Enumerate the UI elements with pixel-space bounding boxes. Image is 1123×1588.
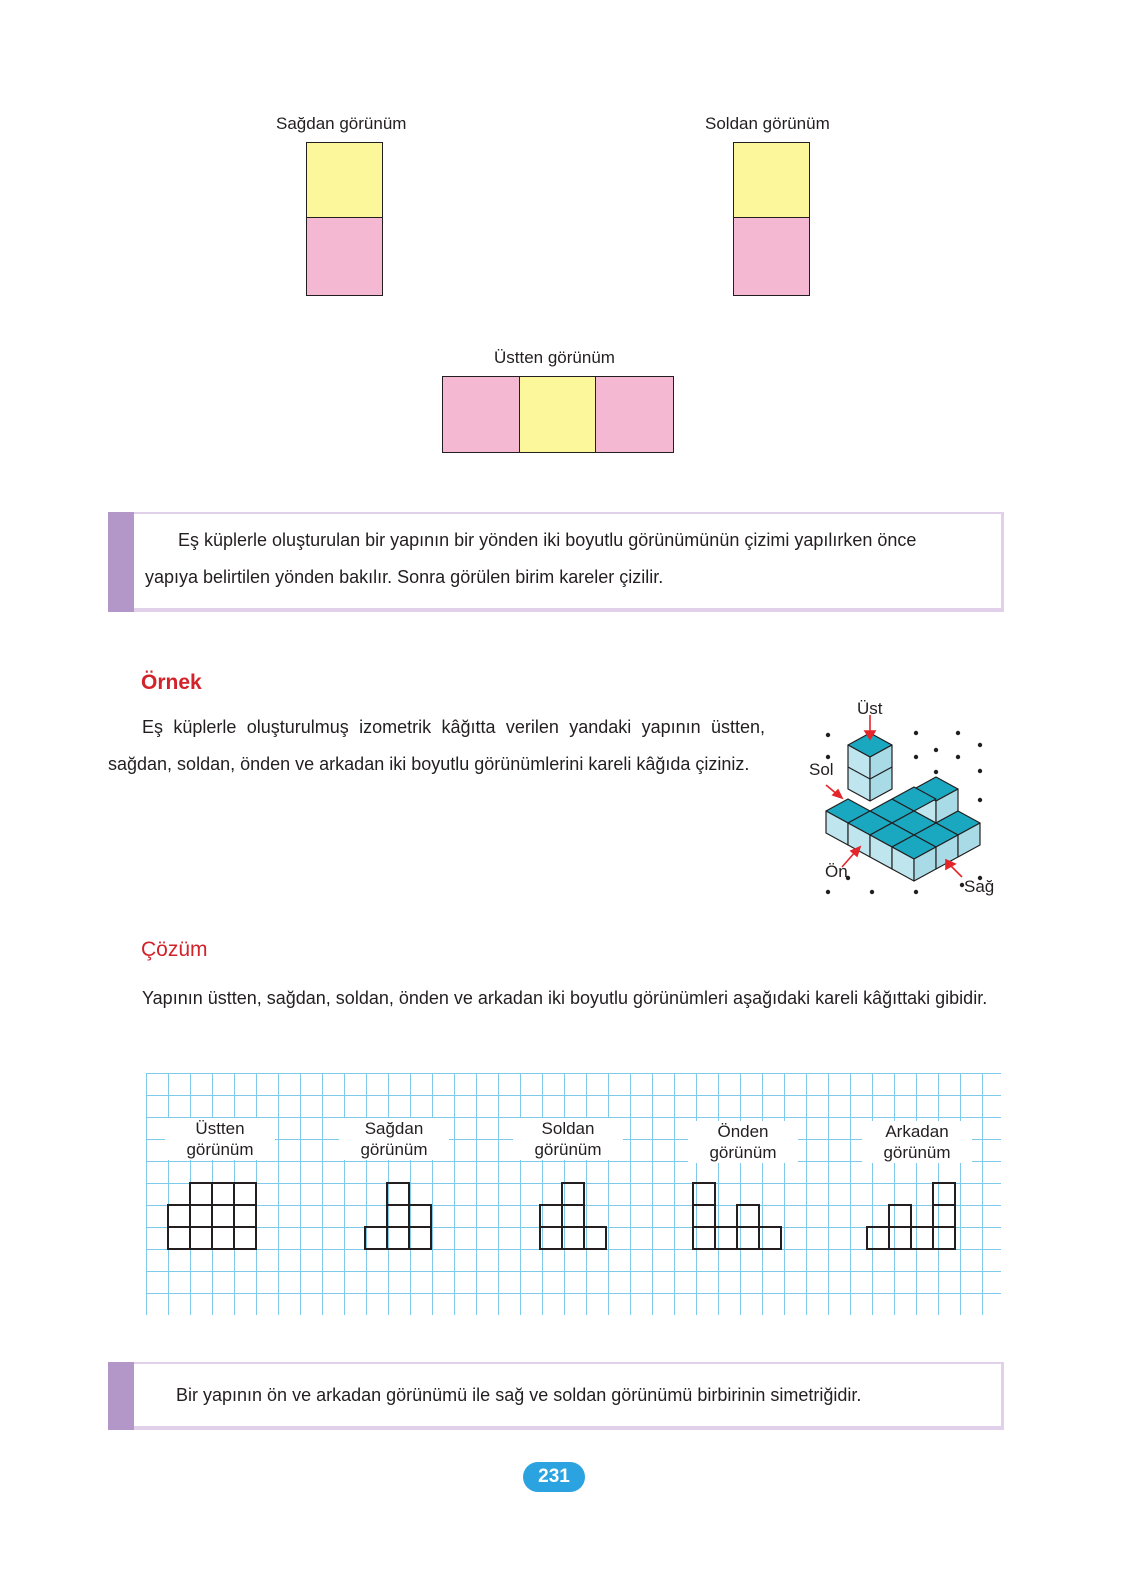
- right-view-label: Sağdan görünüm: [276, 114, 407, 133]
- grid-label-left-view: Soldan görünüm: [513, 1118, 623, 1160]
- grid-paper: [146, 1073, 1001, 1315]
- right-view-top-square: [306, 142, 383, 219]
- example-text: Eş küplerle oluşturulmuş izometrik kâğıtta verilen yandaki yapının üstten, sağdan, soldan, önden ve arkadan iki boyutlu görünümlerini kareli kâğıda çiziniz.: [108, 717, 765, 774]
- note-1-line-1: Eş küplerle oluşturulan bir yapının bir yönden iki boyutlu görünümünün çizimi yapılırken önce: [178, 530, 917, 550]
- grid-label-back-view: Arkadan görünüm: [862, 1121, 972, 1163]
- top-view-drawing: [168, 1183, 256, 1249]
- top-view-right-square: [595, 376, 674, 453]
- right-view-bottom-square: [306, 217, 383, 296]
- solution-title: Çözüm: [141, 938, 208, 961]
- figure-label-left: Sol: [809, 760, 834, 779]
- solution-text: Yapının üstten, sağdan, soldan, önden ve arkadan iki boyutlu görünümleri aşağıdaki kareli kâğıttaki gibidir.: [142, 988, 988, 1008]
- front-view-drawing: [693, 1183, 781, 1249]
- top-view-middle-square: [519, 376, 597, 453]
- right-view-drawing: [365, 1183, 431, 1249]
- note-accent-bar: [108, 512, 134, 612]
- note-2-text: Bir yapının ön ve arkadan görünümü ile sağ ve soldan görünümü birbirinin simetriğidir.: [176, 1385, 862, 1405]
- grid-label-right-view: Sağdan görünüm: [339, 1118, 449, 1160]
- top-view-label: Üstten görünüm: [494, 348, 615, 367]
- example-title: Örnek: [141, 671, 202, 694]
- page-number-badge: 231: [523, 1462, 585, 1492]
- left-view-drawing: [540, 1183, 606, 1249]
- note-1-line-2: yapıya belirtilen yönden bakılır. Sonra görülen birim kareler çizilir.: [145, 567, 664, 587]
- top-view-left-square: [442, 376, 521, 453]
- grid-view-drawings: [146, 1073, 1001, 1315]
- figure-label-top: Üst: [857, 699, 883, 718]
- back-view-drawing: [867, 1183, 955, 1249]
- left-view-bottom-square: [733, 217, 810, 296]
- figure-label-right: Sağ: [964, 877, 995, 896]
- grid-label-top-view: Üstten görünüm: [165, 1118, 275, 1160]
- note-accent-bar: [108, 1362, 134, 1430]
- left-view-top-square: [733, 142, 810, 219]
- figure-label-front: Ön: [825, 862, 848, 881]
- info-note-2: [108, 1362, 1004, 1430]
- left-view-label: Soldan görünüm: [705, 114, 830, 133]
- info-note-1: [108, 512, 1004, 612]
- grid-label-front-view: Önden görünüm: [688, 1121, 798, 1163]
